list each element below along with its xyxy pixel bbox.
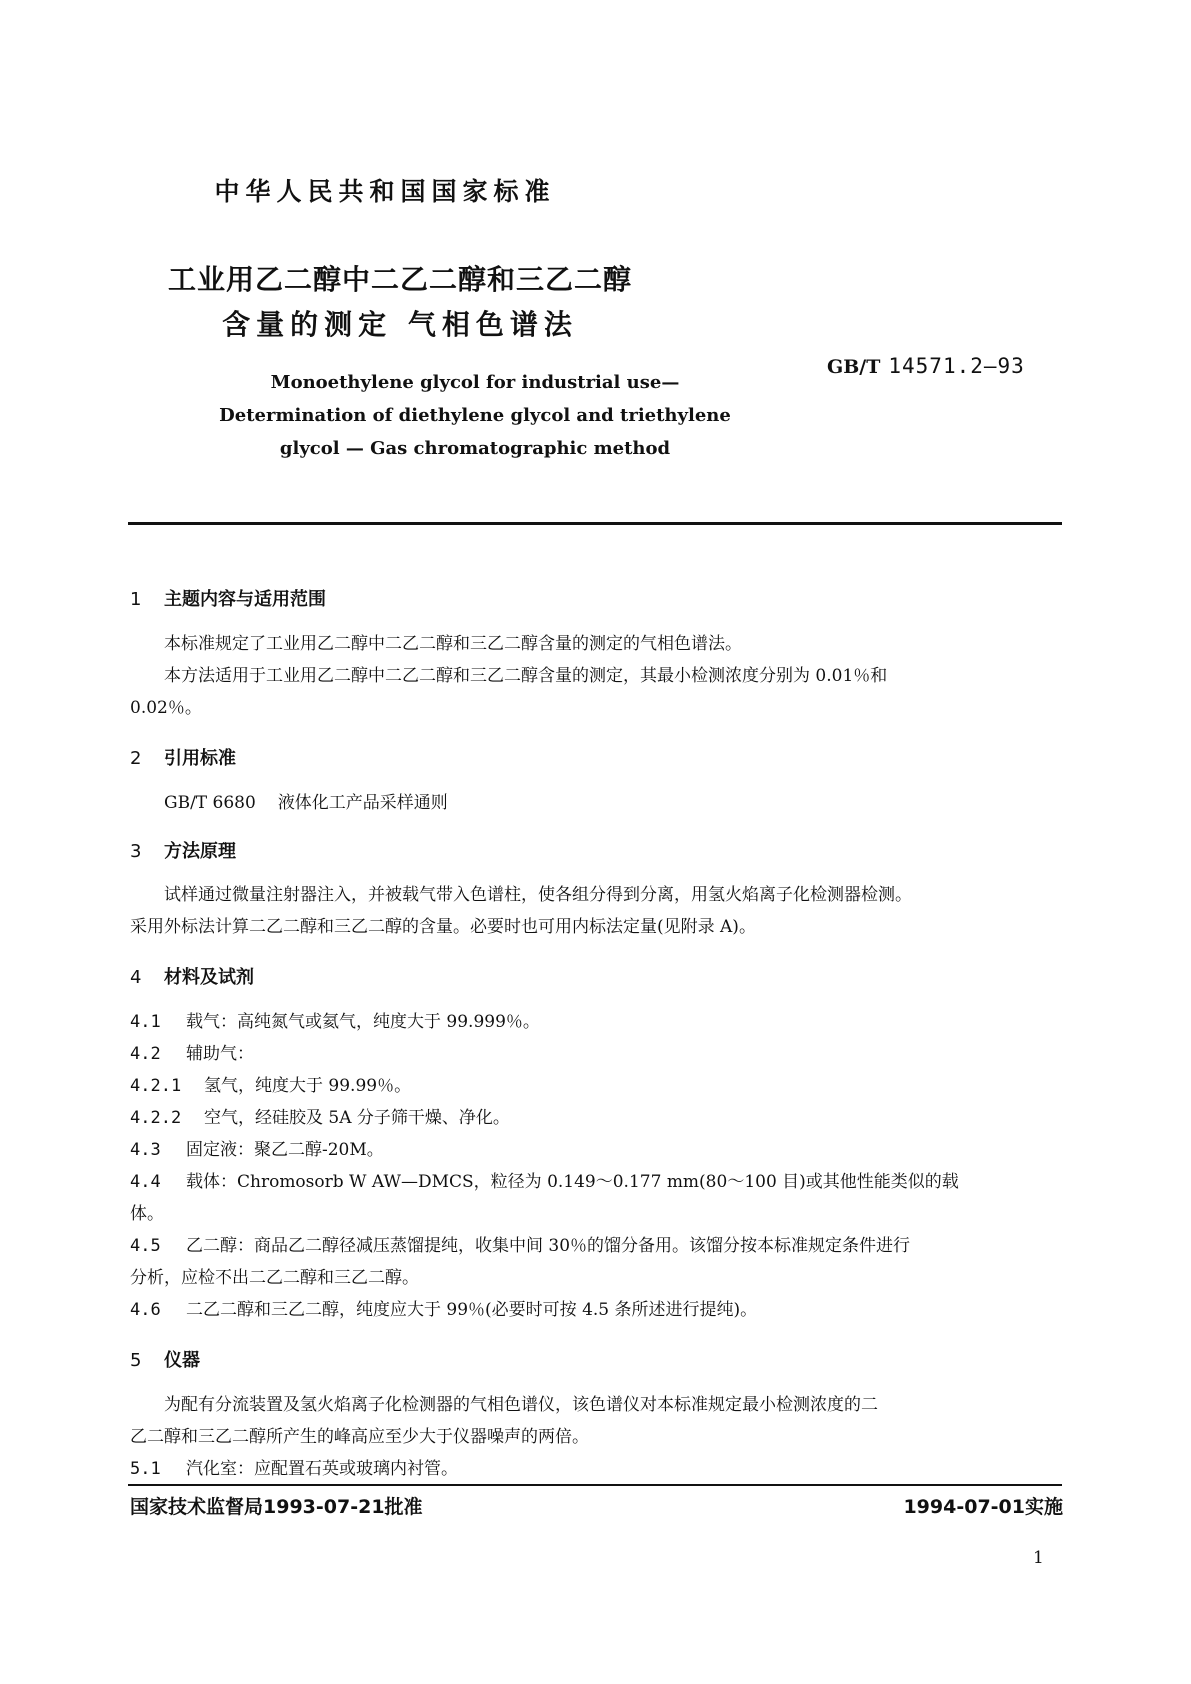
item-number: 4.2 xyxy=(130,1044,161,1064)
section-5-paragraph-2: 乙二醇和三乙二醇所产生的峰高应至少大于仪器噪声的两倍。 xyxy=(130,1427,589,1447)
reference-title: 液体化工产品采样通则 xyxy=(277,793,448,813)
section-3-heading xyxy=(130,837,236,863)
normative-reference xyxy=(130,787,1094,819)
item-text: 辅助气： xyxy=(186,1044,254,1064)
section-title: 主题内容与适用范围 xyxy=(164,589,326,610)
item-text: 载体：Chromosorb W AW—DMCS，粒径为 0.149～0.177 mm(80～100 目)或其他性能类似的载 xyxy=(186,1172,959,1192)
section-number: 4 xyxy=(130,967,142,988)
item-number: 4.5 xyxy=(130,1236,161,1256)
standard-code xyxy=(827,354,1025,378)
section-title: 材料及试剂 xyxy=(164,967,254,988)
footer-divider xyxy=(128,1484,1062,1486)
item-5-1 xyxy=(130,1453,1060,1485)
section-number: 1 xyxy=(130,589,142,610)
section-number: 3 xyxy=(130,841,142,862)
english-title-line-3: glycol — Gas chromatographic method xyxy=(279,438,671,459)
item-number: 4.1 xyxy=(130,1012,161,1032)
item-number: 5.1 xyxy=(130,1459,161,1479)
item-4-3 xyxy=(130,1134,1060,1166)
national-standard-title: 中华人民共和国国家标准 xyxy=(214,177,556,206)
item-number: 4.2.2 xyxy=(130,1108,182,1128)
item-4-1 xyxy=(130,1006,1060,1038)
section-number: 2 xyxy=(130,748,142,769)
section-1-paragraph-3: 0.02％。 xyxy=(130,698,202,718)
chinese-title-line-2: 含量的测定 气相色谱法 xyxy=(222,308,578,341)
item-4-2-1 xyxy=(130,1070,1060,1102)
item-number: 4.4 xyxy=(130,1172,161,1192)
item-4-5 xyxy=(130,1230,1060,1262)
item-text: 氢气，纯度大于 99.99％。 xyxy=(204,1076,412,1096)
item-number: 4.3 xyxy=(130,1140,161,1160)
section-1-paragraph-1: 本标准规定了工业用乙二醇中二乙二醇和三乙二醇含量的测定的气相色谱法。 xyxy=(164,634,742,654)
header-divider xyxy=(128,522,1062,525)
item-text: 空气，经硅胶及 5A 分子筛干燥、净化。 xyxy=(204,1108,510,1128)
section-2-heading xyxy=(130,744,236,770)
implementation-date: 1994-07-01实施 xyxy=(903,1496,1063,1518)
section-5-paragraph-1: 为配有分流装置及氢火焰离子化检测器的气相色谱仪，该色谱仪对本标准规定最小检测浓度的二 xyxy=(164,1395,878,1415)
item-number: 4.2.1 xyxy=(130,1076,182,1096)
item-text: 汽化室：应配置石英或玻璃内衬管。 xyxy=(186,1459,458,1479)
section-title: 仪器 xyxy=(164,1350,200,1371)
chinese-title-line-1: 工业用乙二醇中二乙二醇和三乙二醇 xyxy=(167,263,632,296)
english-title-line-1: Monoethylene glycol for industrial use— xyxy=(270,372,680,393)
item-4-4-continuation: 体。 xyxy=(130,1204,164,1224)
item-text: 载气：高纯氮气或氦气，纯度大于 99.999％。 xyxy=(186,1012,540,1032)
item-4-2 xyxy=(130,1038,1060,1070)
section-4-heading xyxy=(130,963,254,989)
item-4-2-2 xyxy=(130,1102,1060,1134)
section-title: 引用标准 xyxy=(164,748,236,769)
section-number: 5 xyxy=(130,1350,142,1371)
section-3-paragraph-1: 试样通过微量注射器注入，并被载气带入色谱柱，使各组分得到分离，用氢火焰离子化检测器检测。 xyxy=(164,885,912,905)
item-4-4 xyxy=(130,1166,1060,1198)
item-number: 4.6 xyxy=(130,1300,161,1320)
item-4-6 xyxy=(130,1294,1060,1326)
standard-number: 14571.2—93 xyxy=(888,354,1025,378)
item-text: 固定液：聚乙二醇-20M。 xyxy=(186,1140,384,1160)
page-number: 1 xyxy=(1033,1548,1044,1568)
approval-date: 国家技术监督局1993-07-21批准 xyxy=(130,1496,423,1518)
item-text: 二乙二醇和三乙二醇，纯度应大于 99％(必要时可按 4.5 条所述进行提纯)。 xyxy=(186,1300,758,1320)
english-title xyxy=(200,366,750,465)
standard-prefix: GB/T xyxy=(827,356,881,378)
reference-code: GB/T 6680 xyxy=(164,793,256,813)
section-1-heading xyxy=(130,585,326,611)
section-5-heading xyxy=(130,1346,200,1372)
section-3-paragraph-2: 采用外标法计算二乙二醇和三乙二醇的含量。必要时也可用内标法定量(见附录 A)。 xyxy=(130,917,756,937)
english-title-line-2: Determination of diethylene glycol and triethylene xyxy=(219,405,731,426)
item-4-5-continuation: 分析，应检不出二乙二醇和三乙二醇。 xyxy=(130,1268,419,1288)
section-title: 方法原理 xyxy=(164,841,236,862)
item-text: 乙二醇：商品乙二醇径减压蒸馏提纯，收集中间 30％的馏分备用。该馏分按本标准规定条件进行 xyxy=(186,1236,911,1256)
section-1-paragraph-2: 本方法适用于工业用乙二醇中二乙二醇和三乙二醇含量的测定，其最小检测浓度分别为 0.01％和 xyxy=(164,666,888,686)
